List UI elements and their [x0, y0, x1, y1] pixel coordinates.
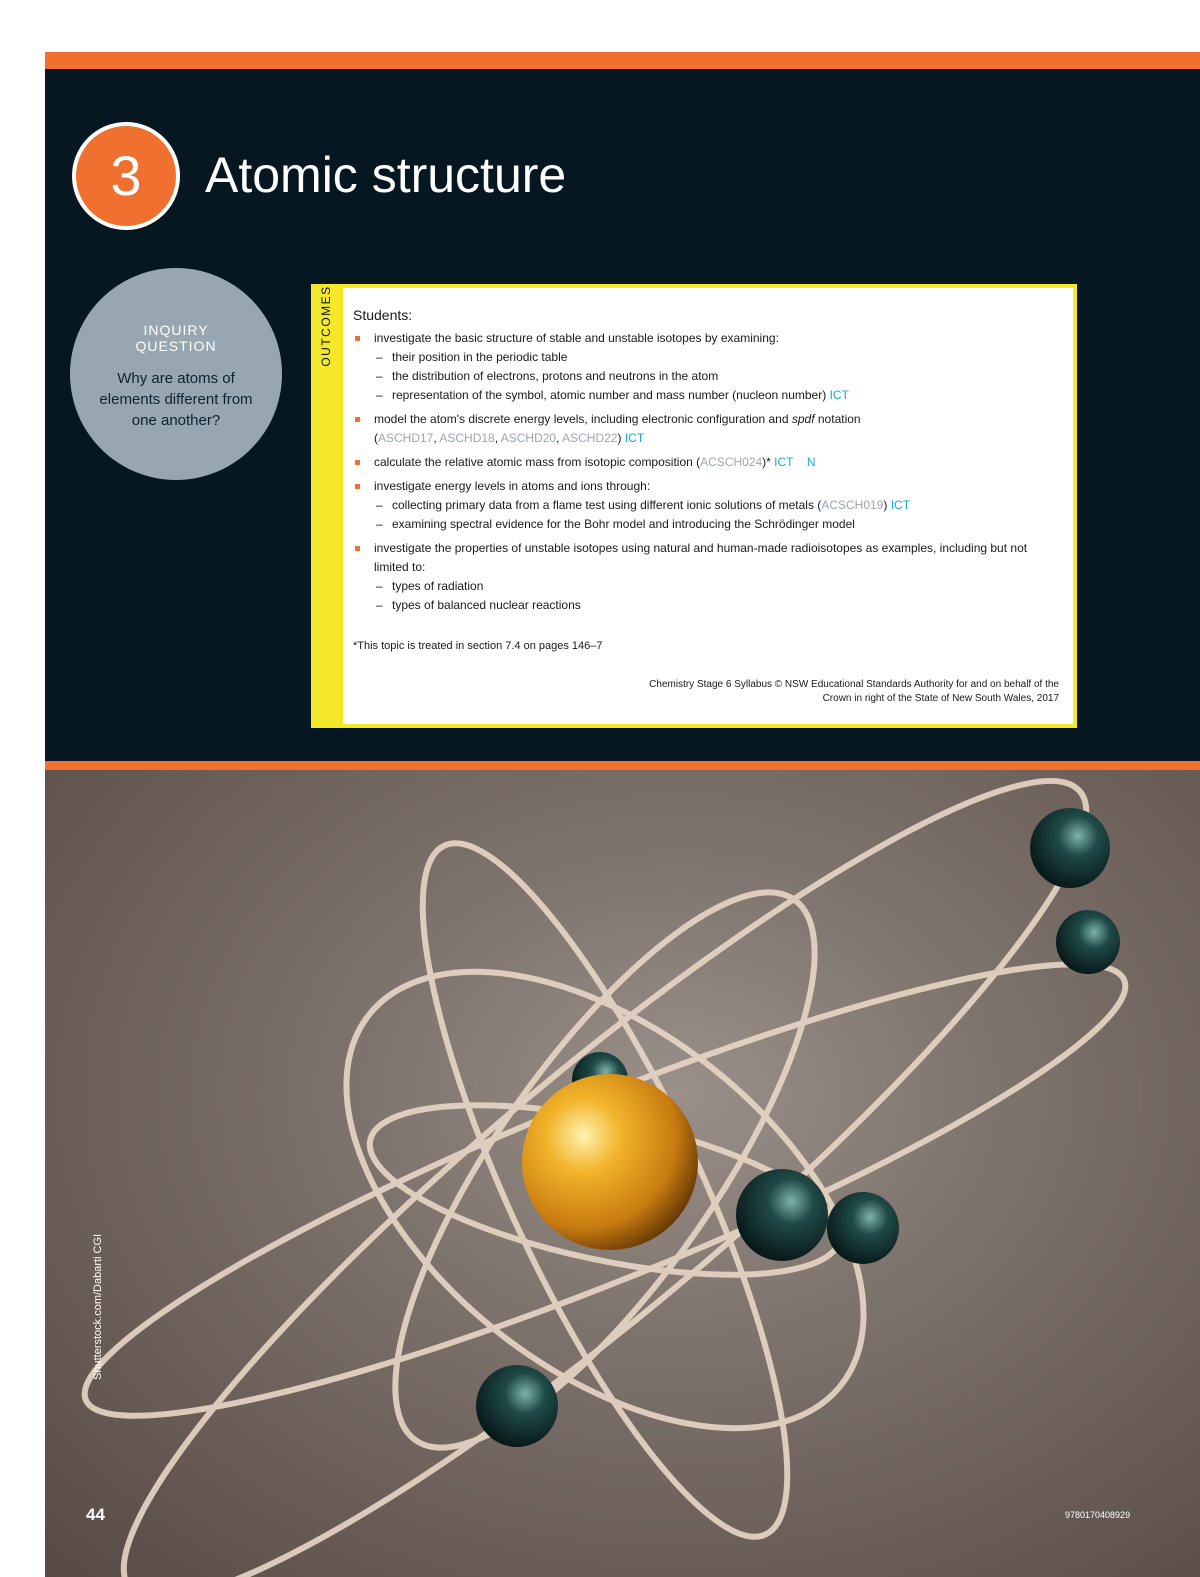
- outcomes-content: [343, 288, 1073, 724]
- outcome-item: [353, 477, 1059, 534]
- curriculum-code: ACSCH024: [700, 455, 763, 469]
- outcome-text: investigate the properties of unstable isotopes using natural and human-made radioisotopes as examples, including but not limited to:: [374, 541, 1028, 574]
- outcome-subitem: [374, 348, 1059, 367]
- outcome-text: model the atom's discrete energy levels, including electronic configuration and: [374, 412, 792, 426]
- atom-illustration: [45, 770, 1200, 1577]
- top-accent-bar: [45, 52, 1200, 69]
- outcome-subitem: [374, 596, 1059, 615]
- inquiry-question-text: Why are atoms of elements different from one another?: [99, 370, 253, 429]
- outcome-subitem-text: types of radiation: [392, 579, 484, 593]
- outcome-subitem-text: types of balanced nuclear reactions: [392, 598, 581, 612]
- outcome-subitem-text: the distribution of electrons, protons and neutrons in the atom: [392, 369, 719, 383]
- outcome-subitem-text: collecting primary data from a flame test using different ionic solutions of metals (: [392, 498, 822, 512]
- outcome-sublist: [374, 577, 1059, 615]
- ict-tag: ICT: [829, 388, 849, 402]
- curriculum-code: ACSCH019: [821, 498, 884, 512]
- divider-accent-bar: [45, 761, 1200, 770]
- syllabus-credit-line: Crown in right of the State of New South Wales, 2017: [822, 693, 1059, 704]
- outcome-subitem-text: their position in the periodic table: [392, 350, 568, 364]
- outcome-sublist: [374, 496, 1059, 534]
- curriculum-code: ASCHD22: [562, 431, 618, 445]
- outcome-text: ): [617, 431, 625, 445]
- curriculum-code: ASCHD20: [500, 431, 557, 445]
- outcome-subitem-text: examining spectral evidence for the Bohr model and introducing the Schrödinger model: [392, 517, 855, 531]
- outcome-text: )*: [762, 455, 775, 469]
- outcome-item: [353, 453, 1059, 472]
- ict-tag: ICT: [624, 431, 645, 445]
- outcome-item: [353, 329, 1059, 405]
- inquiry-question-circle: [70, 268, 282, 480]
- numeracy-tag: N: [806, 455, 816, 469]
- outcome-text: notation: [814, 412, 861, 426]
- outcome-subitem: [374, 367, 1059, 386]
- chapter-title: Atomic structure: [205, 147, 567, 203]
- outcome-item: model the atom's discrete energy levels, including electronic configuration and spdf notation (ASCHD17, ASCHD18, ASCHD20, ASCHD22) ICT: [353, 410, 1059, 448]
- outcome-text: calculate the relative atomic mass from isotopic composition (: [374, 455, 701, 469]
- outcome-subitem-text: representation of the symbol, atomic number and mass number (nucleon number): [392, 388, 830, 402]
- outcome-subitem: [374, 496, 1059, 515]
- outcomes-footnote: *This topic is treated in section 7.4 on pages 146–7: [353, 640, 603, 652]
- outcome-subitem: [374, 515, 1059, 534]
- electron-sphere: [476, 1365, 558, 1447]
- chapter-number-badge: 3: [72, 122, 180, 230]
- ict-tag: ICT: [890, 498, 911, 512]
- electron-sphere: [736, 1169, 828, 1261]
- ict-tag: ICT: [774, 455, 794, 469]
- outcome-sublist: [374, 348, 1059, 405]
- curriculum-code: ASCHD18: [439, 431, 495, 445]
- outcome-text: investigate energy levels in atoms and ions through:: [374, 479, 651, 493]
- electron-sphere: [827, 1192, 899, 1264]
- outcomes-tab: [311, 284, 342, 728]
- outcome-text: investigate the basic structure of stable and unstable isotopes by examining:: [374, 331, 779, 345]
- syllabus-credit-line: Chemistry Stage 6 Syllabus © NSW Educational Standards Authority for and on behalf of the: [649, 679, 1059, 690]
- syllabus-credit: [559, 678, 1059, 706]
- electron-sphere: [1056, 910, 1120, 974]
- outcome-subitem-text: ): [883, 498, 891, 512]
- electron-sphere: [1030, 808, 1110, 888]
- photo-credit: Shutterstock.com/Dabarti CGI: [92, 1233, 104, 1380]
- outcome-text-emphasis: spdf: [791, 412, 815, 426]
- outcomes-tab-label: OUTCOMES: [319, 285, 333, 367]
- outcomes-list: [353, 329, 1059, 615]
- outcomes-intro: Students:: [353, 307, 413, 323]
- outcomes-box: [311, 284, 1077, 728]
- outcome-item: [353, 539, 1059, 615]
- isbn: 9780170408929: [1065, 1510, 1131, 1520]
- outcome-subitem: [374, 577, 1059, 596]
- nucleus-sphere: [522, 1074, 698, 1250]
- outcome-subitem: [374, 386, 1059, 405]
- outcome-text: (: [374, 431, 378, 445]
- curriculum-code: ASCHD17: [378, 431, 434, 445]
- page-number: 44: [86, 1505, 105, 1524]
- atom-model-photo: [45, 770, 1200, 1577]
- inquiry-label: INQUIRY QUESTION: [135, 322, 217, 354]
